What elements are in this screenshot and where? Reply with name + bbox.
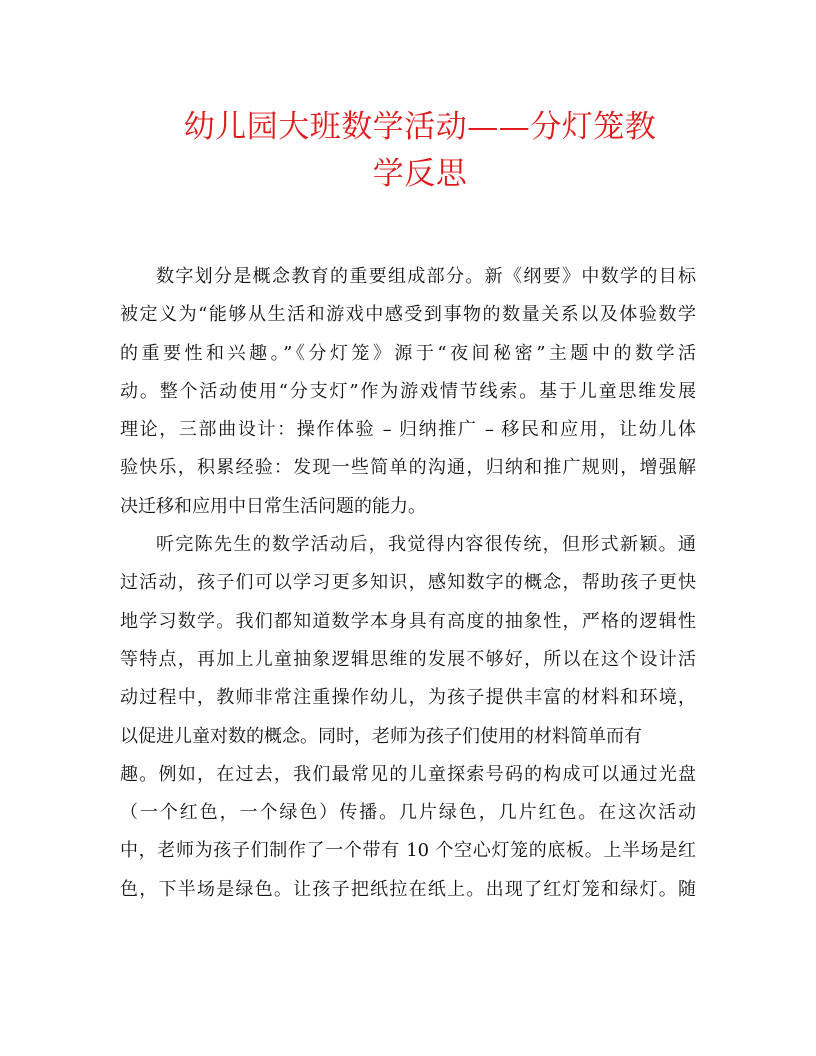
paragraph-line: 听完陈先生的数学活动后，我觉得内容很传统，但形式新颖。通 bbox=[156, 534, 696, 556]
paragraph-line: 中，老师为孩子们制作了一个带有 10 个空心灯笼的底板。上半场是红 bbox=[120, 840, 696, 862]
paragraph-line: 以促进儿童对数的概念。同时，老师为孩子们使用的材料简单而有 bbox=[120, 725, 642, 747]
paragraph-line: 等特点，再加上儿童抽象逻辑思维的发展不够好，所以在这个设计活 bbox=[120, 648, 696, 670]
paragraph-line: 被定义为“能够从生活和游戏中感受到事物的数量关系以及体验数学 bbox=[120, 304, 696, 326]
paragraph-line: 趣。例如，在过去，我们最常见的儿童探索号码的构成可以通过光盘 bbox=[120, 763, 696, 785]
paragraph-line: 数字划分是概念教育的重要组成部分。新《纲要》中数学的目标 bbox=[156, 266, 696, 287]
document-body bbox=[120, 258, 696, 909]
document-title bbox=[150, 104, 690, 198]
paragraph-line: 验快乐，积累经验：发现一些简单的沟通，归纳和推广规则，增强解 bbox=[120, 457, 696, 479]
title-line-1: 幼儿园大班数学活动——分灯笼教 bbox=[183, 109, 657, 145]
paragraph-1 bbox=[120, 258, 696, 526]
paragraph-line: 动过程中，教师非常注重操作幼儿，为孩子提供丰富的材料和环境， bbox=[120, 687, 696, 709]
paragraph-line: 色，下半场是绿色。让孩子把纸拉在纸上。出现了红灯笼和绿灯。随 bbox=[120, 878, 696, 900]
paragraph-line: 过活动，孩子们可以学习更多知识，感知数字的概念，帮助孩子更快 bbox=[120, 572, 696, 594]
paragraph-line: 的重要性和兴趣。”《分灯笼》源于“夜间秘密”主题中的数学活 bbox=[120, 342, 696, 364]
paragraph-line: 地学习数学。我们都知道数学本身具有高度的抽象性，严格的逻辑性 bbox=[120, 610, 696, 632]
paragraph-line: （一个红色，一个绿色）传播。几片绿色，几片红色。在这次活动 bbox=[120, 802, 696, 824]
paragraph-line: 动。整个活动使用“分支灯”作为游戏情节线索。基于儿童思维发展 bbox=[120, 380, 696, 402]
title-line-2: 学反思 bbox=[372, 156, 468, 192]
paragraph-line: 决迁移和应用中日常生活问题的能力。 bbox=[120, 495, 426, 517]
paragraph-line: 理论，三部曲设计：操作体验 – 归纳推广 – 移民和应用，让幼儿体 bbox=[120, 419, 696, 441]
paragraph-2 bbox=[120, 526, 696, 909]
